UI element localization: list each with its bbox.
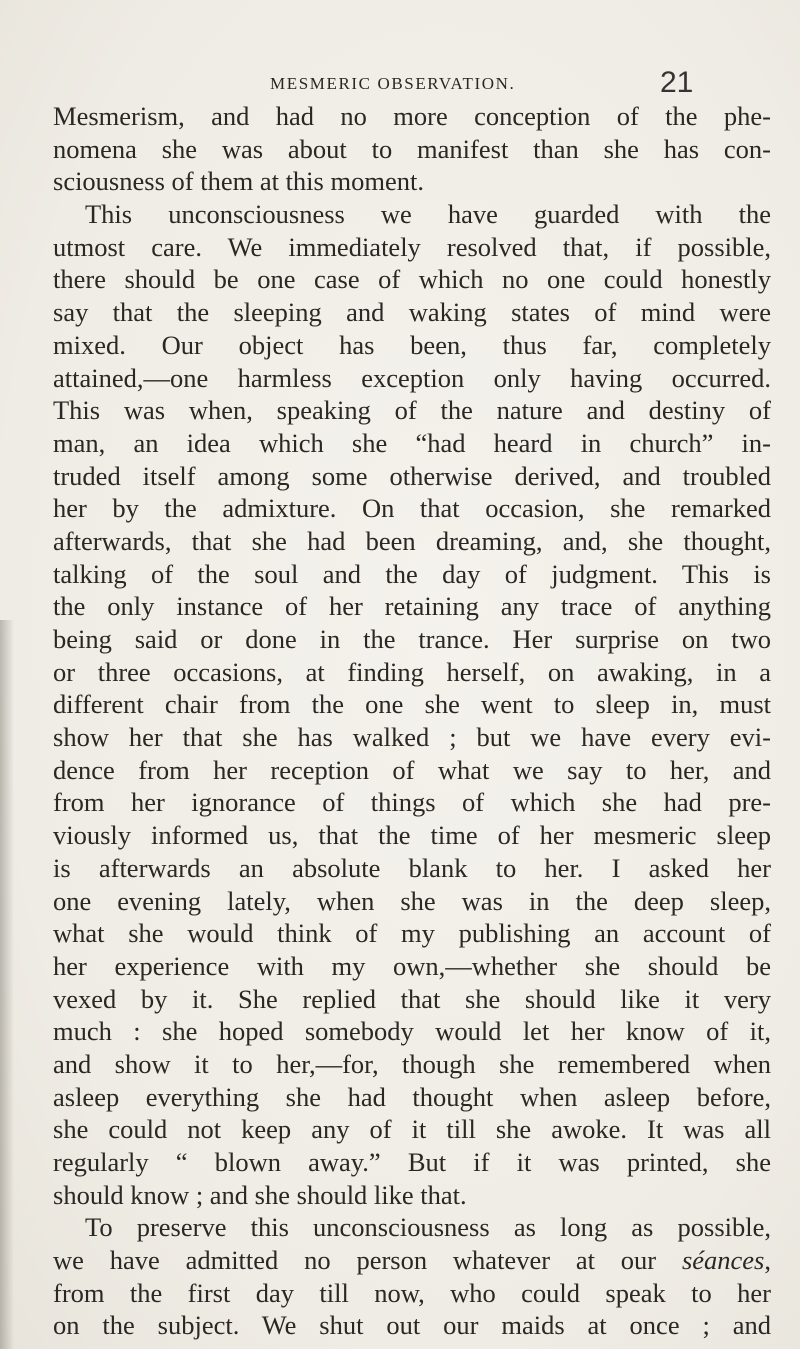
text-line: we have admitted no person whatever at our séances, <box>53 1245 771 1276</box>
italic-word: séances <box>681 1245 765 1276</box>
text-line: afterwards, that she had been dreaming, and, she thought, <box>53 525 771 556</box>
text-line: Mesmerism, and had no more conception of the phe- <box>53 101 771 131</box>
text-line: being said or done in the trance. Her surprise on two <box>53 624 771 654</box>
text-line: This unconsciousness we have guarded with the <box>85 199 771 230</box>
text-line: from the first day till now, who could speak to her <box>53 1277 771 1308</box>
text-line: and show it to her,—for, though she remembered when <box>53 1048 771 1079</box>
text-line: vexed by it. She replied that she should like it very <box>53 983 771 1014</box>
page-number: 21 <box>660 66 694 99</box>
text-line: asleep everything she had thought when asleep before, <box>53 1081 771 1112</box>
text-line: her by the admixture. On that occasion, she remarked <box>53 493 771 524</box>
text-line: This was when, speaking of the nature and destiny of <box>53 395 771 426</box>
text-line: is afterwards an absolute blank to her. I asked her <box>53 852 771 883</box>
text-line: what she would think of my publishing an account of <box>53 918 771 949</box>
text-line: from her ignorance of things of which she had pre- <box>53 787 771 818</box>
text-line: sciousness of them at this moment. <box>53 166 424 197</box>
text-line: mixed. Our object has been, thus far, completely <box>53 329 771 360</box>
text-line: utmost care. We immediately resolved that, if possible, <box>53 231 771 262</box>
text-line: dence from her reception of what we say to her, and <box>53 754 771 785</box>
text-line: the only instance of her retaining any trace of anything <box>53 591 771 622</box>
text-line: on the subject. We shut out our maids at once ; and <box>53 1310 771 1341</box>
text-line: there should be one case of which no one could honestly <box>53 264 771 295</box>
text-line: regularly “ blown away.” But if it was printed, she <box>53 1147 771 1177</box>
text-line: her experience with my own,—whether she should be <box>53 950 771 981</box>
text-line: much : she hoped somebody would let her know of it, <box>53 1016 771 1047</box>
text-line: talking of the soul and the day of judgment. This is <box>53 558 771 589</box>
text-line: truded itself among some otherwise derived, and troubled <box>53 460 771 491</box>
text-line: attained,—one harmless exception only having occurred. <box>53 362 771 393</box>
text-line: show her that she has walked ; but we have every evi- <box>53 722 771 753</box>
text-line: man, an idea which she “had heard in church” in- <box>53 427 771 458</box>
text-line: one evening lately, when she was in the deep sleep, <box>53 885 771 916</box>
running-title: MESMERIC OBSERVATION. <box>270 74 516 93</box>
text-line: To preserve this unconsciousness as long as possible, <box>85 1212 771 1243</box>
text-line: viously informed us, that the time of her mesmeric sleep <box>53 820 771 851</box>
text-line: or three occasions, at finding herself, on awaking, in a <box>53 656 771 687</box>
text-line: say that the sleeping and waking states of mind were <box>53 297 771 328</box>
text-line: different chair from the one she went to sleep in, must <box>53 689 771 720</box>
binding-gutter-shadow <box>0 620 14 1349</box>
body-text <box>53 100 771 1342</box>
text-line: she could not keep any of it till she awoke. It was all <box>53 1114 771 1145</box>
running-head <box>0 62 800 102</box>
text-line: nomena she was about to manifest than she has con- <box>53 133 771 164</box>
text-line: should know ; and she should like that. <box>53 1179 467 1210</box>
